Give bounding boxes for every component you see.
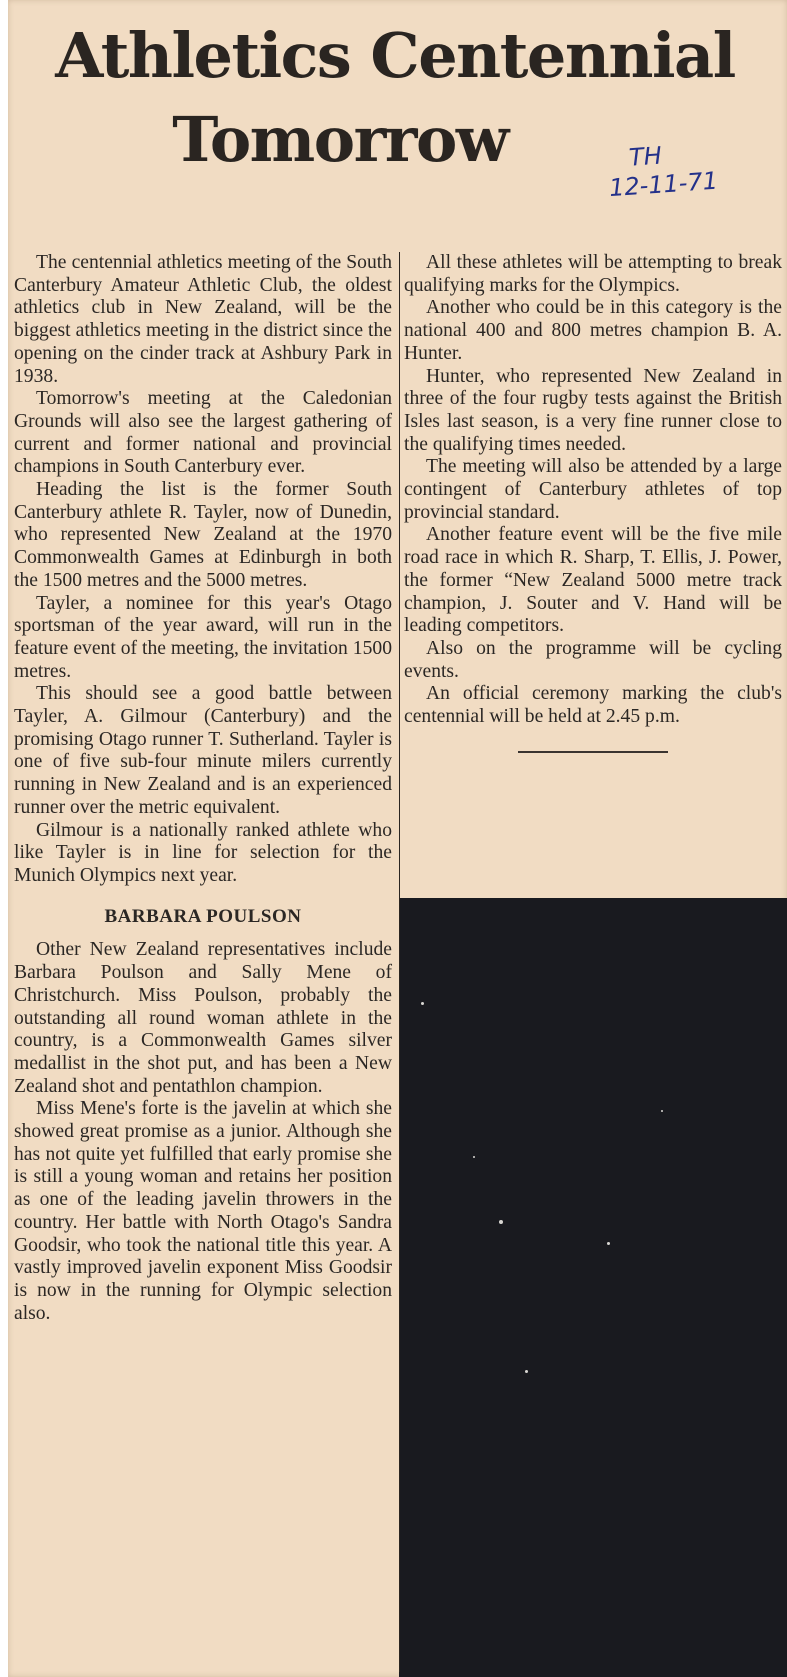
article-paragraph: This should see a good battle between Tayler, A. Gilmour (Canterbury) and the promising Otago runner T. Sutherland. Tayler is one of five sub-four minute milers currently running in New Zealand and is an experienced runner over the metric equivalent. [14, 683, 392, 818]
dust-speck [473, 1156, 475, 1158]
headline-line-2: Tomorrow [172, 103, 508, 176]
dust-speck [661, 1110, 663, 1112]
dust-speck [499, 1220, 503, 1224]
column-divider [399, 252, 400, 1672]
handwritten-annotation [606, 135, 760, 203]
article-column-left [14, 252, 392, 1325]
article-paragraph: Miss Mene's forte is the javelin at which she showed great promise as a junior. Although she has not quite yet fulfilled that early promise she is still a young woman and retains her position as one of the leading javelin throwers in the country. Her battle with North Otago's Sandra Goodsir, who took the national title this year. A vastly improved javelin exponent Miss Goodsir is now in the running for Olympic selection also. [14, 1098, 392, 1324]
article-paragraph: The meeting will also be attended by a large contingent of Canterbury athletes of top provincial standard. [404, 456, 782, 523]
dust-speck [607, 1242, 610, 1245]
article-paragraph: Gilmour is a nationally ranked athlete who like Tayler is in line for selection for the Munich Olympics next year. [14, 819, 392, 886]
subheading: BARBARA POULSON [104, 905, 302, 927]
article-paragraph: Hunter, who represented New Zealand in three of the four rugby tests against the British Isles last season, is a very fine runner close to the qualifying times needed. [404, 365, 782, 455]
dark-background [399, 898, 787, 1677]
article-paragraph: Another feature event will be the five mile road race in which R. Sharp, T. Ellis, J. Power, the former “New Zealand 5000 metre track champion, J. Souter and V. Hand will be leading competitors. [404, 524, 782, 637]
article-paragraph: Other New Zealand representatives include Barbara Poulson and Sally Mene of Christchurch. Miss Poulson, probably the outstanding all round woman athlete in the country, is a Commonwealth Games silver medallist in the shot put, and has been a New Zealand shot and pentathlon champion. [14, 939, 392, 1097]
article-paragraph: Also on the programme will be cycling events. [404, 637, 782, 682]
article-paragraph: Heading the list is the former South Canterbury athlete R. Tayler, now of Dunedin, who represented New Zealand at the 1970 Commonwealth Games at Edinburgh in both the 1500 metres and the 5000 metres. [14, 479, 392, 591]
dust-speck [525, 1370, 528, 1373]
dust-speck [421, 1002, 424, 1005]
article-paragraph: An official ceremony marking the club's centennial will be held at 2.45 p.m. [404, 683, 782, 728]
article-paragraph: Tomorrow's meeting at the Caledonian Grounds will also see the largest gathering of current and former national and provincial champions in South Canterbury ever. [14, 388, 392, 478]
article-column-right [404, 252, 782, 753]
annotation-date: 12-11-71 [608, 166, 719, 203]
end-of-article-rule [518, 751, 668, 753]
article-paragraph: Another who could be in this category is the national 400 and 800 metres champion B. A. Hunter. [404, 297, 782, 364]
article-paragraph: All these athletes will be attempting to break qualifying marks for the Olympics. [404, 252, 782, 296]
article-paragraph: Tayler, a nominee for this year's Otago sportsman of the year award, will run in the feature event of the meeting, the invitation 1500 metres. [14, 592, 392, 682]
article-paragraph: The centennial athletics meeting of the South Canterbury Amateur Athletic Club, the oldest athletics club in New Zealand, will be the biggest athletics meeting in the district since the opening on the cinder track at Ashbury Park in 1938. [14, 252, 392, 387]
annotation-initials: TH [628, 141, 663, 172]
headline-line-1: Athletics Centennial [55, 19, 735, 92]
